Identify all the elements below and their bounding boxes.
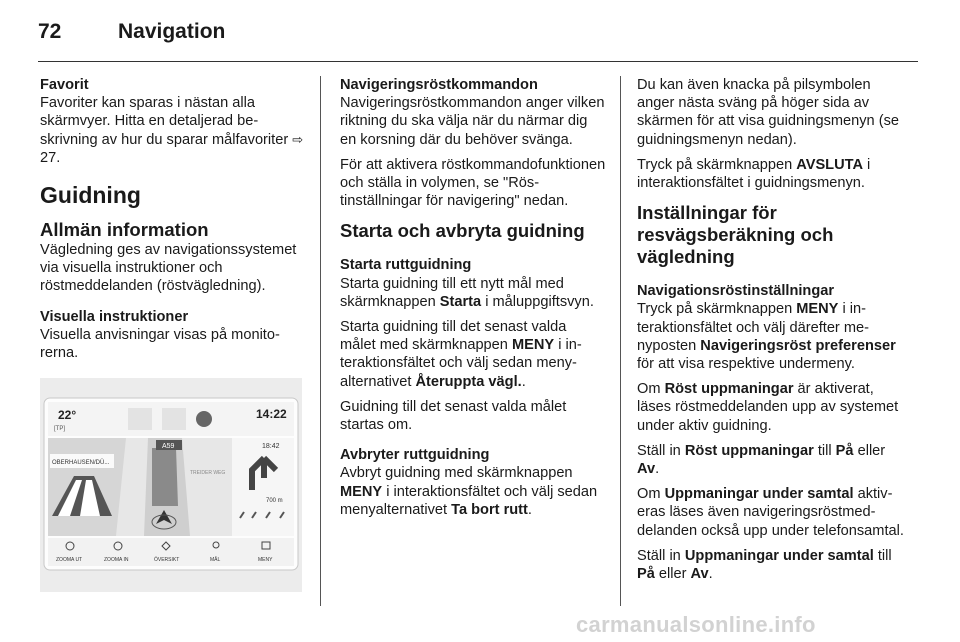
aktivera-paragraph: För att aktivera röstkommandofunktionen och ställa in volymen, se "Röstinställningar för navigering" nedan.: [340, 156, 606, 210]
starta-label: Starta ruttguidning: [340, 257, 472, 274]
favorit-paragraph: Favoriter kan sparas i nästan alla skärmvyer. Hitta en detaljerad beskrivning av hur du sparar målfavoriter ⇨ 27.: [40, 95, 304, 166]
watermark: carmanualsonline.info: [576, 612, 816, 637]
header-rule: [38, 61, 918, 62]
navrost-label: Navigationsröstinställningar: [637, 283, 835, 300]
overview-button[interactable]: ÖVERSIKT: [154, 557, 180, 563]
visuella-label: Visuella instruktioner: [40, 308, 189, 325]
street-label: TREIDER WEG: [190, 470, 226, 476]
avbryt-paragraph: Avbryt guidning med skärmknappen MENY i interaktionsfältet och välj sedan menyalternativet Ta bort rutt.: [340, 465, 598, 518]
starta-heading: Starta och avbryta guidning: [340, 220, 585, 242]
senast-paragraph: Starta guidning till det senast valda målet med skärmknappen MENY i interaktionsfältet och välj sedan menyalternativet Återuppta vägl..: [340, 319, 582, 390]
allman-heading: Allmän information: [40, 219, 209, 241]
installningar-heading: Inställningar för resvägsberäkning och vägledning: [637, 202, 834, 268]
chapter-title: Navigation: [118, 20, 226, 43]
screen-clock: 14:22: [256, 407, 287, 421]
screen-temperature: 22°: [58, 408, 77, 422]
om2-paragraph: Om Uppmaningar under samtal aktiveras läses även navigeringsröstmeddelanden också upp under telefonsamtal.: [637, 486, 904, 539]
map-time: 18:42: [262, 443, 280, 450]
stall2-paragraph: Ställ in Uppmaningar under samtal till På eller Av.: [637, 547, 892, 583]
guidning-heading: Guidning: [40, 182, 141, 209]
zoom-out-button[interactable]: ZOOMA UT: [56, 557, 83, 563]
om-paragraph: Om Röst uppmaningar är aktiverat, läses röstmeddelanden upp av systemet under aktiv guidning.: [637, 381, 899, 434]
page-reference-icon: ⇨: [292, 131, 304, 147]
media-tab[interactable]: [162, 408, 186, 430]
column-3: [637, 76, 905, 590]
avbryt-label: Avbryter ruttguidning: [340, 447, 490, 464]
allman-paragraph: Vägledning ges av navigationssystemet via visuella instruktioner och röstmeddelanden (röstvägledning).: [40, 242, 297, 295]
column-divider-1: [320, 76, 321, 606]
column-2: [340, 76, 606, 526]
zoom-in-button[interactable]: ZOOMA IN: [104, 557, 129, 563]
guid-paragraph: Guidning till det senast valda målet startas om.: [340, 398, 567, 434]
rost-label: Navigeringsröstkommandon: [340, 77, 538, 93]
road-label: A59: [162, 443, 175, 450]
favorit-label: Favorit: [40, 77, 89, 93]
visuella-paragraph: Visuella anvisningar visas på monitorerna.: [40, 326, 280, 362]
navrost-paragraph: Tryck på skärmknappen MENY i interaktionsfältet och välj därefter menyposten Navigeringsröst preferenser för att visa respektive undermeny.: [637, 301, 896, 373]
screen-city: OBERHAUSEN/DÜ...: [52, 460, 110, 466]
page-number: 72: [38, 20, 62, 43]
stall1-paragraph: Ställ in Röst uppmaningar till På eller Av.: [637, 442, 886, 478]
screen-tp: [TP]: [54, 426, 66, 432]
avsluta-paragraph: Tryck på skärmknappen AVSLUTA i interaktionsfältet i guidningsmenyn.: [637, 156, 871, 192]
starta-paragraph: Starta guidning till ett nytt mål med skärmknappen Starta i måluppgiftsvyn.: [340, 275, 594, 310]
column-1: [40, 76, 306, 369]
page-header: [38, 18, 918, 62]
distance-label: 700 m: [266, 498, 283, 504]
phone-tab[interactable]: [128, 408, 152, 430]
pil-paragraph: Du kan även knacka på pilsymbolen anger nästa sväng på höger sida av skärmen för att visa guidningsmenyn (se guidningsmenyn nedan).: [637, 77, 899, 148]
nav-tab-icon[interactable]: [196, 411, 212, 427]
destination-button[interactable]: MÅL: [210, 557, 221, 563]
menu-button[interactable]: MENY: [258, 557, 273, 563]
navigation-screen-illustration: [40, 378, 302, 592]
column-divider-2: [620, 76, 621, 606]
rost-paragraph: Navigeringsröstkommandon anger vilken riktning du ska välja när du närmar dig en korsning där du behöver svänga.: [340, 95, 605, 148]
navigation-screen-figure: [40, 378, 302, 592]
